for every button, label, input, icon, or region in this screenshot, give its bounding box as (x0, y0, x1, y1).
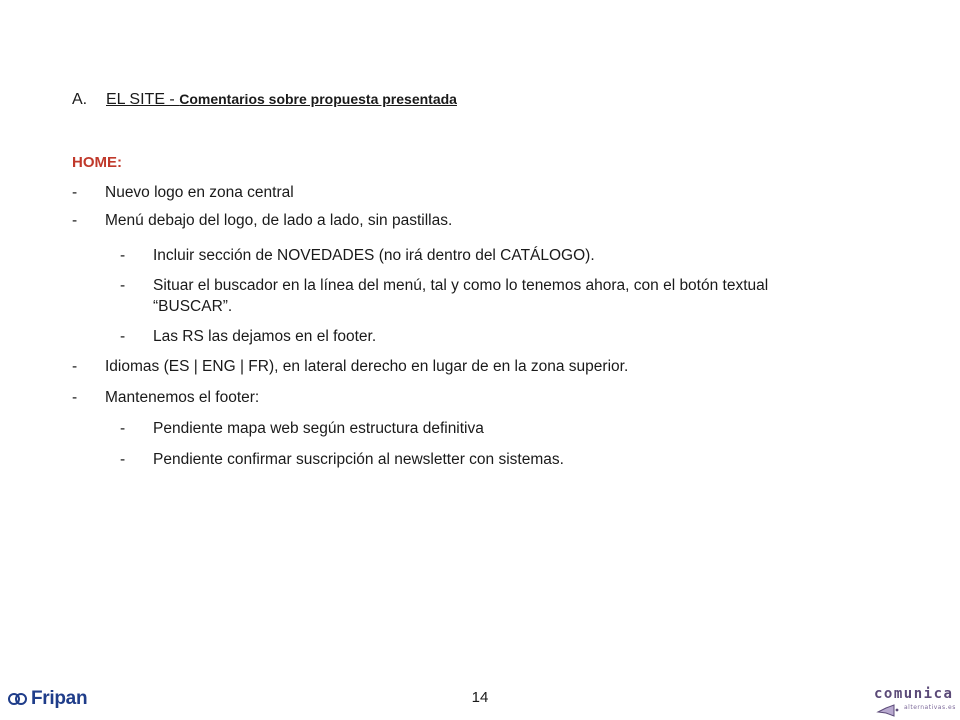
fripan-knot-icon (8, 691, 28, 707)
heading-title-sub: Comentarios sobre propuesta presentada (179, 91, 457, 107)
list-item (72, 182, 872, 203)
bullet-dash: - (120, 328, 126, 345)
slide-heading (72, 91, 457, 109)
bullet-dash: - (72, 184, 78, 201)
fripan-logo (8, 688, 87, 710)
section-title: HOME: (72, 154, 122, 171)
list-item-text: Pendiente confirmar suscripción al newsletter con sistemas. (153, 451, 564, 468)
list-item-text: Pendiente mapa web según estructura definitiva (153, 420, 484, 437)
comunica-megaphone-icon (876, 703, 902, 717)
list-item (120, 245, 860, 266)
list-item (72, 210, 872, 231)
list-item-text: Situar el buscador en la línea del menú, tal y como lo tenemos ahora, con el botón textual “BUSCAR”. (153, 277, 769, 315)
list-item (120, 326, 860, 347)
bullet-dash: - (72, 358, 78, 375)
comunica-wordmark: comunica (874, 686, 954, 702)
list-item (120, 449, 860, 470)
list-item-text: Menú debajo del logo, de lado a lado, sin pastillas. (105, 212, 453, 229)
list-item-text: Idiomas (ES | ENG | FR), en lateral derecho en lugar de en la zona superior. (105, 358, 629, 375)
fripan-brand-text: Fripan (31, 688, 88, 709)
heading-letter: A. (72, 91, 88, 108)
comunica-tagline: alternativas.es (904, 704, 956, 711)
bullet-dash: - (72, 212, 78, 229)
bullet-dash: - (120, 420, 126, 437)
list-item-text: Mantenemos el footer: (105, 389, 260, 406)
page-number: 14 (471, 689, 489, 706)
bullet-dash: - (120, 247, 126, 264)
comunica-logo (868, 686, 956, 718)
bullet-dash: - (72, 389, 78, 406)
list-item-text: Incluir sección de NOVEDADES (no irá dentro del CATÁLOGO). (153, 247, 595, 264)
list-item-text: Nuevo logo en zona central (105, 184, 294, 201)
heading-title (106, 91, 457, 109)
heading-title-main: EL SITE - (106, 91, 180, 108)
bullet-dash: - (120, 451, 126, 468)
list-item-text: Las RS las dejamos en el footer. (153, 328, 377, 345)
list-item (120, 275, 840, 317)
list-item (72, 356, 872, 377)
list-item (72, 387, 872, 408)
bullet-dash: - (120, 277, 126, 294)
list-item (120, 418, 860, 439)
